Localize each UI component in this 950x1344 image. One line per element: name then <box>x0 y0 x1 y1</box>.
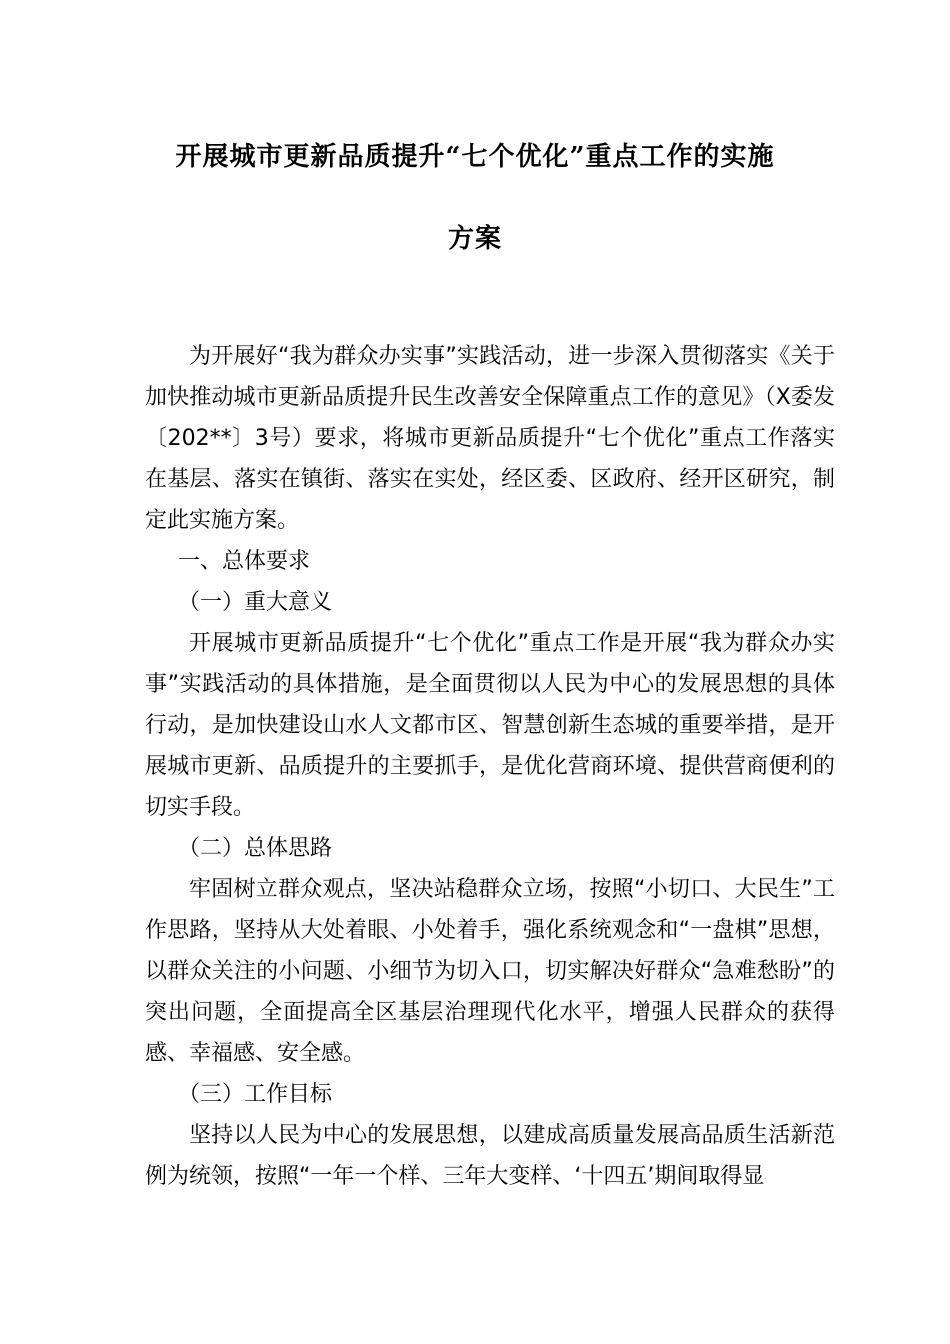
subsection-heading-significance: （一）重大意义 <box>178 590 333 615</box>
document-body <box>145 336 835 1197</box>
overall-approach-paragraph: 牢固树立群众观点，坚决站稳群众立场，按照“小切口、大民生”工作思路，坚持从大处着眼、小处着手，强化系统观念和“一盘棋”思想，以群众关注的小问题、小细节为切入口，切实解决好群众“急难愁盼”的突出问题，全面提高全区基层治理现代化水平，增强人民群众的获得感、幸福感、安全感。 <box>145 877 835 1066</box>
subsection-heading-work-goals: （三）工作目标 <box>178 1082 333 1107</box>
subsection-heading-overall-approach: （二）总体思路 <box>178 836 333 861</box>
significance-paragraph: 开展城市更新品质提升“七个优化”重点工作是开展“我为群众办实事”实践活动的具体措施，是全面贯彻以人民为中心的发展思想的具体行动，是加快建设山水人文都市区、智慧创新生态城的重要举措，是开展城市更新、品质提升的主要抓手，是优化营商环境、提供营商便利的切实手段。 <box>145 631 835 820</box>
document-title-line-2: 方案 <box>447 224 502 254</box>
work-goals-paragraph: 坚持以人民为中心的发展思想，以建成高质量发展高品质生活新范例为统领，按照“一年一个样、三年大变样、‘十四五’期间取得显 <box>145 1123 835 1189</box>
intro-paragraph: 为开展好“我为群众办实事”实践活动，进一步深入贯彻落实《关于加快推动城市更新品质提升民生改善安全保障重点工作的意见》（X委发〔202**〕3号）要求，将城市更新品质提升“七个优化”重点工作落实在基层、落实在镇街、落实在实处，经区委、区政府、经开区研究，制定此实施方案。 <box>145 344 835 533</box>
document-title-line-1: 开展城市更新品质提升“七个优化”重点工作的实施 <box>175 142 775 172</box>
section-heading-general-requirements: 一、总体要求 <box>178 549 311 574</box>
